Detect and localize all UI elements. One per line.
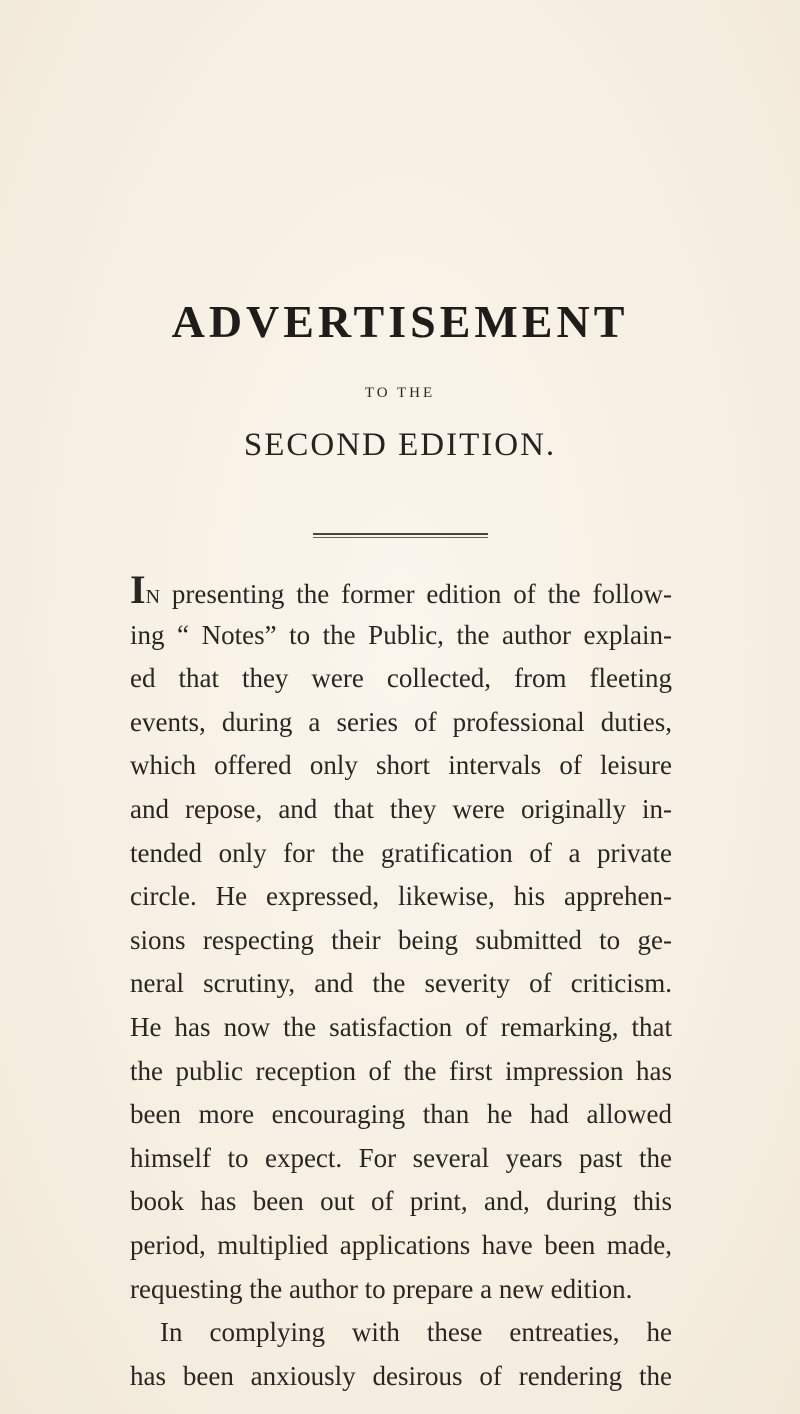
text-line: has been anxiously desirous of rendering the [130, 1360, 672, 1391]
body-paragraph [130, 567, 672, 1398]
text-line: the public reception of the first impression has [130, 1055, 672, 1086]
small-cap: N [145, 586, 161, 608]
page-title: ADVERTISEMENT [171, 296, 629, 347]
text-line: ed that they were collected, from fleeting [130, 663, 672, 694]
text-line: himself to expect. For several years past the [130, 1142, 672, 1173]
text-line: circle. He expressed, likewise, his apprehen- [130, 881, 672, 912]
text-line: IN presenting the former edition of the follow- [130, 567, 672, 612]
text-line: period, multiplied applications have been made, [130, 1229, 672, 1260]
text-line: book has been out of print, and, during this [130, 1186, 672, 1217]
text-line: neral scrutiny, and the severity of criticism. [130, 968, 672, 999]
text-line: requesting the author to prepare a new edition. [130, 1273, 633, 1304]
text-line: ing “ Notes” to the Public, the author explain- [130, 619, 672, 650]
text-line: sions respecting their being submitted to ge- [130, 924, 672, 955]
text-line: events, during a series of professional duties, [130, 706, 672, 737]
section-divider [313, 533, 488, 538]
page-subtitle: SECOND EDITION. [243, 427, 557, 463]
drop-cap: I [130, 567, 146, 612]
text-line: been more encouraging than he had allowed [130, 1099, 672, 1130]
title-connector: TO THE [364, 385, 436, 401]
text-line: which offered only short intervals of leisure [130, 750, 672, 781]
text-line: In complying with these entreaties, he [160, 1317, 672, 1348]
text-line: and repose, and that they were originally in- [130, 793, 672, 824]
text-line: tended only for the gratification of a private [130, 837, 672, 868]
text-line: He has now the satisfaction of remarking, that [130, 1011, 672, 1042]
